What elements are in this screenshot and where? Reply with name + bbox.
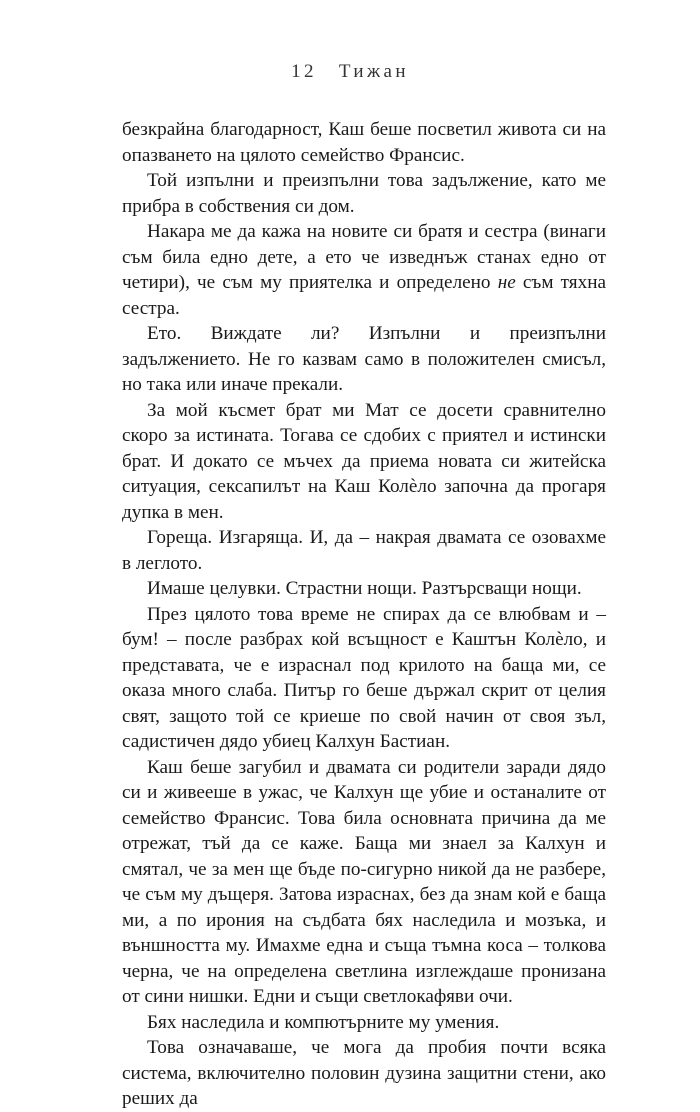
paragraph-text: Накара ме да кажа на новите си братя и сестра (винаги съм била едно дете, а ето че изведнъж станах едно от четири), че съм му приятелка и определено [122,221,606,293]
italic-emphasis: не [497,272,516,293]
page-number: 12 [291,61,317,82]
running-head [0,61,700,83]
paragraph: безкрайна благодарност, Каш беше посветил живота си на опазването на цялото семейство Франсис. [122,119,606,166]
paragraph: Каш беше загубил и двамата си родители заради дядо си и живееше в ужас, че Калхун ще убие и останалите от семейство Франсис. Това била основната причина да ме отрежат, тъй да се каже. Баща ми знаел за Калхун и смятал, че за мен ще бъде по-сигурно никой да не разбере, че съм му дъщеря. Затова израснах, без да знам кой е баща ми, а по ирония на съдбата бях наследила и мозъка, и външността му. Имахме една и съща тъмна коса – толкова черна, че на определена светлина изглеждаше пронизана от сини нишки. Едни и същи светлокафяви очи. [122,756,606,1007]
paragraph-text-tail: съм тяхна сестра. [122,272,606,319]
paragraph: Гореща. Изгаряща. И, да – накрая двамата се озовахме в леглото. [122,527,606,574]
paragraph: Имаше целувки. Страстни нощи. Разтърсващи нощи. [147,578,582,599]
paragraph: Това означаваше, че мога да пробия почти всяка система, включително половин дузина защитни стени, ако реших да [122,1037,606,1109]
paragraph: Бях наследила и компютърните му умения. [147,1011,500,1033]
paragraph: Той изпълни и преизпълни това задължение, като ме прибра в собствения си дом. [122,170,606,217]
paragraph: Ето. Виждате ли? Изпълни и преизпълни задължението. Не го казвам само в положителен смисъл, но така или иначе прекали. [122,323,606,395]
paragraph: За мой късмет брат ми Мат се досети сравнително скоро за истината. Тогава се сдобих с приятел и истински брат. И докато се мъчех да приема новата си житейска ситуация, сексапилът на Каш Колèло започна да прогаря дупка в мен. [122,399,606,523]
paragraph: През цялото това време не спирах да се влюбвам и – бум! – после разбрах кой всъщност е Каштън Колèло, и представата, че е израснал под крилото на баща ми, се оказа много слаба. Питър го беше държал скрит от целия свят, защото той се криеше по свой начин от своя зъл, садистичен дядо убиец Калхун Бастиан. [122,603,606,752]
running-title: Тижан [338,61,409,82]
paragraph [122,219,606,321]
body-text [122,117,606,1112]
